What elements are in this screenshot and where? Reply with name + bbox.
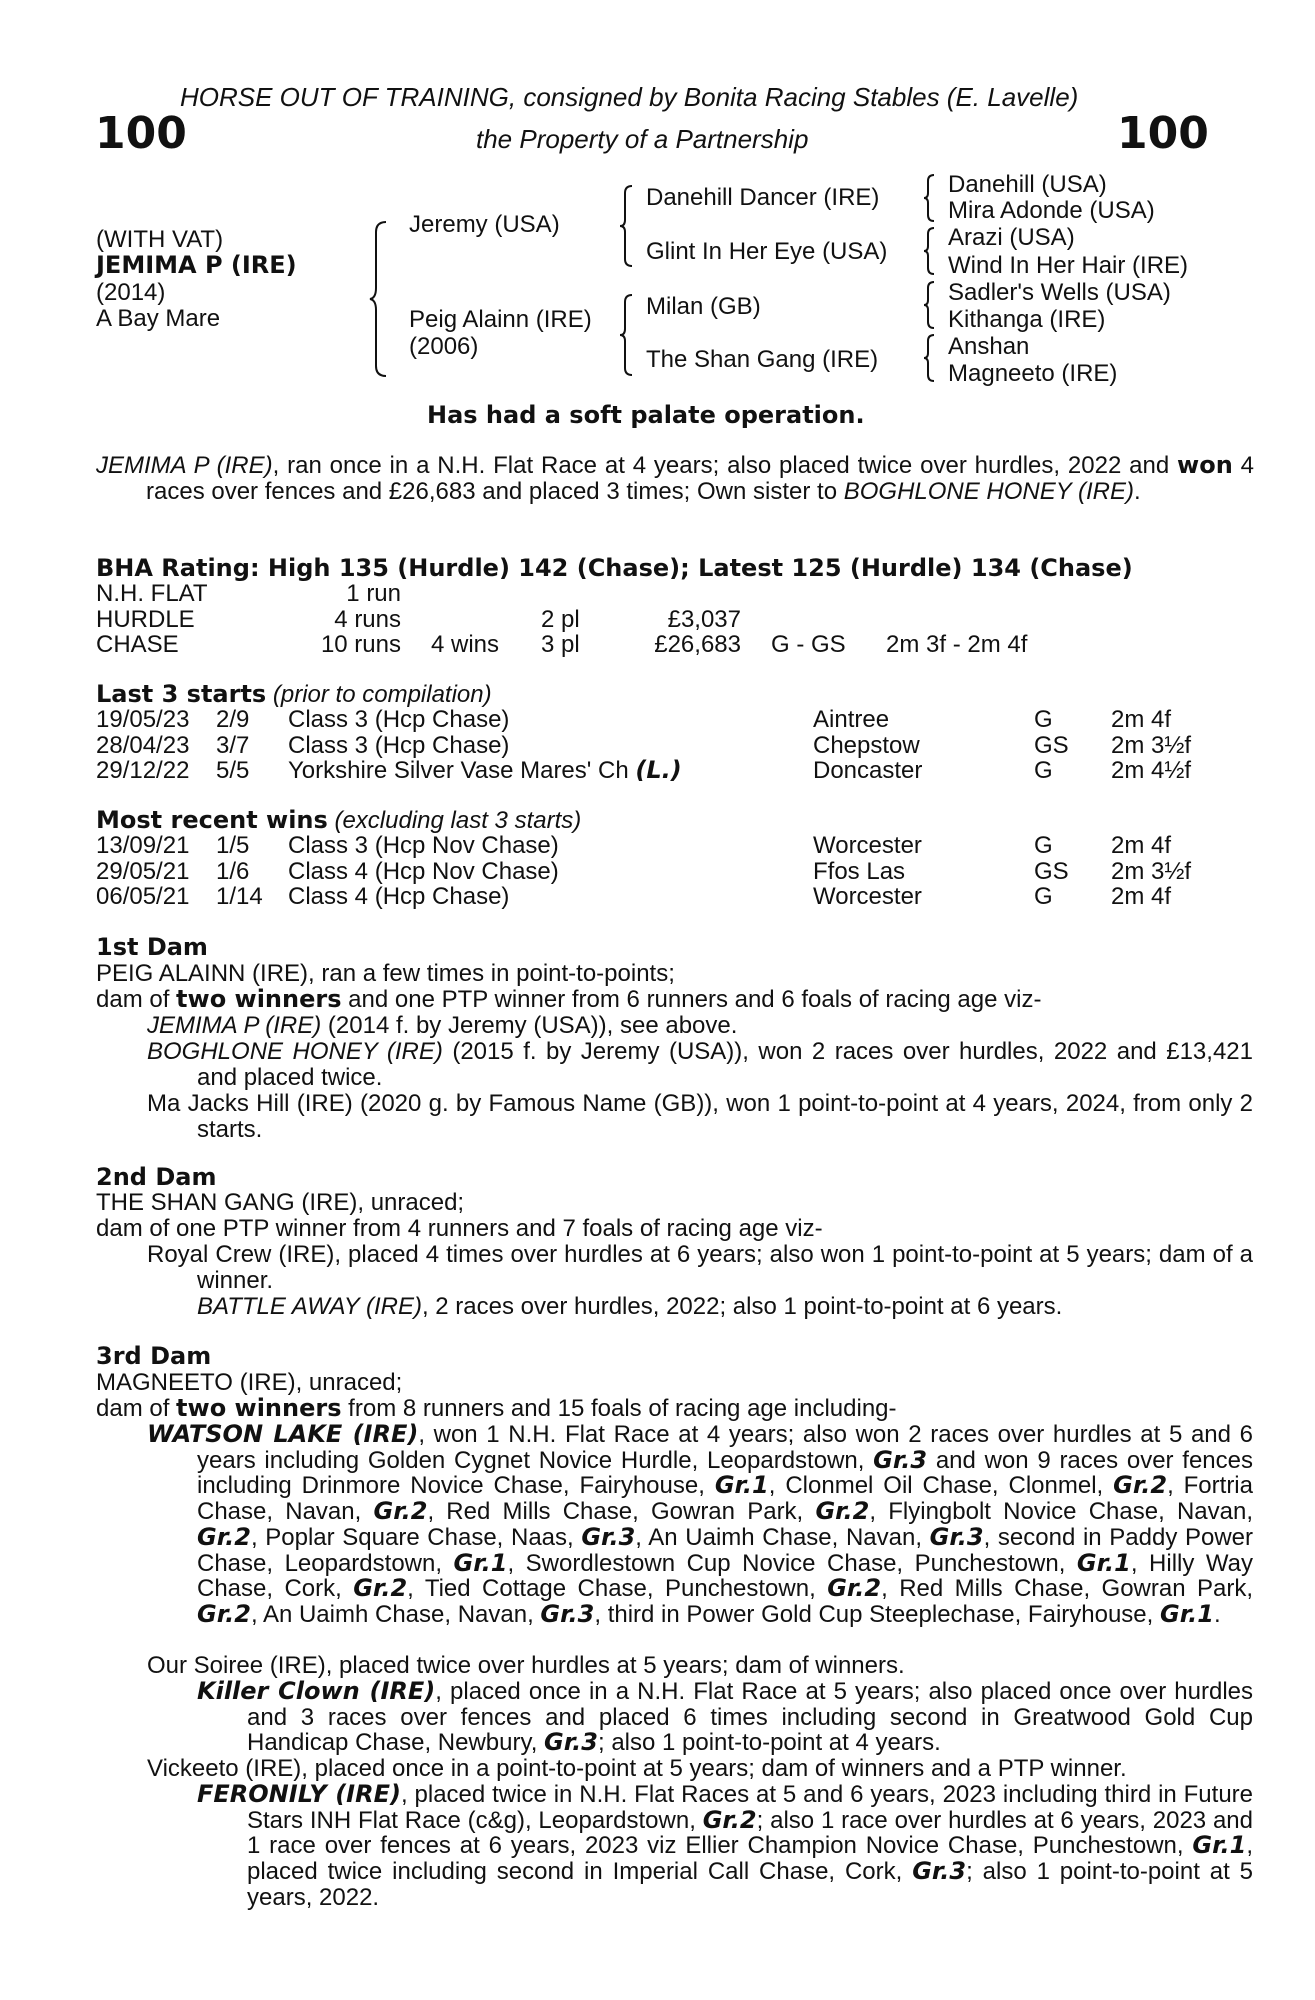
recent-win-course: Worcester <box>813 883 922 911</box>
pedigree-g6: Kithanga (IRE) <box>948 306 1106 333</box>
grade-badge: Gr.1 <box>1076 1548 1131 1577</box>
recent-win-date: 13/09/21 <box>96 832 190 859</box>
career-type: HURDLE <box>96 605 195 633</box>
last-start-race-name: Yorkshire Silver Vase Mares' Ch <box>288 757 629 785</box>
dam1-progeny-2 <box>147 1039 1253 1090</box>
career-row <box>96 607 1056 633</box>
recent-win-going: GS <box>1034 857 1069 885</box>
last-start-race <box>288 707 813 733</box>
last-start-going: G <box>1034 706 1053 733</box>
dam1-winners: two winners <box>176 985 342 1013</box>
dam2-progeny-2-text: , 2 races over hurdles, 2022; also 1 point-to-point at 6 years. <box>421 1293 1063 1320</box>
dam3-line2 <box>96 1396 897 1422</box>
grade-badge: Gr.3 <box>912 1857 967 1886</box>
recent-win-course: Ffos Las <box>813 857 906 885</box>
career-placed: 2 pl <box>541 605 580 633</box>
summary-text-1: , ran once in a N.H. Flat Race at 4 years; also placed twice over hurdles, 2022 and <box>272 452 1178 479</box>
last-start-date: 29/12/22 <box>96 757 190 785</box>
recent-wins-title: Most recent wins <box>96 806 328 834</box>
career-type: CHASE <box>96 631 179 659</box>
last-3-starts-subtitle: (prior to compilation) <box>272 681 492 708</box>
summary-sister: BOGHLONE HONEY (IRE) <box>843 477 1135 505</box>
pedigree-g7: Anshan <box>948 333 1030 360</box>
killer-clown-name: Killer Clown (IRE) <box>197 1677 436 1705</box>
grade-badge: Gr.2 <box>197 1599 251 1628</box>
pedigree-sire: Jeremy (USA) <box>409 211 560 238</box>
dam1-progeny-2-text: (2015 f. by Jeremy (USA)), won 2 races over hurdles, 2022 and £13,421 and placed twice. <box>197 1038 1253 1091</box>
recent-win-dist: 2m 4f <box>1111 883 1172 911</box>
grade-badge: Gr.1 <box>453 1548 508 1577</box>
pedigree-g-brace-4 <box>922 333 936 383</box>
dam3-winners: two winners <box>176 1394 342 1422</box>
career-row <box>96 632 1056 658</box>
recent-win-dist: 2m 4f <box>1111 832 1172 859</box>
grade-badge: Gr.2 <box>702 1805 757 1834</box>
last-start-row <box>96 758 1211 784</box>
recent-win-date: 06/05/21 <box>96 883 190 911</box>
career-dist: 2m 3f - 2m 4f <box>886 631 1028 659</box>
last-start-course: Doncaster <box>813 757 923 785</box>
career-prize: £3,037 <box>667 605 741 633</box>
dam1-line2-a: dam of <box>96 986 177 1013</box>
last-start-row <box>96 733 1211 759</box>
lot-number-left: 100 <box>95 108 187 159</box>
recent-win-date: 29/05/21 <box>96 857 190 885</box>
career-prize <box>651 581 771 607</box>
grade-badge: Gr.2 <box>197 1522 251 1551</box>
recent-win-course: Worcester <box>813 832 922 859</box>
listed-flag: (L.) <box>635 756 682 785</box>
horse-year: (2014) <box>96 279 166 306</box>
career-summary-table <box>96 581 1056 658</box>
career-row <box>96 581 1056 607</box>
property-line: the Property of a Partnership <box>476 124 809 154</box>
grade-badge: Gr.3 <box>929 1522 984 1551</box>
grade-badge: Gr.2 <box>1113 1471 1168 1500</box>
grade-badge: Gr.2 <box>827 1574 882 1603</box>
recent-win-race: Class 4 (Hcp Chase) <box>288 883 510 911</box>
grade-badge: Gr.3 <box>544 1728 598 1757</box>
pedigree-g-brace-2 <box>922 226 936 276</box>
dam2-line1: THE SHAN GANG (IRE), unraced; <box>96 1189 465 1216</box>
recent-win-going: G <box>1034 883 1053 911</box>
summary-text-3: . <box>1134 477 1141 505</box>
horse-name: JEMIMA P (IRE) <box>96 251 297 279</box>
last-start-pos: 2/9 <box>216 706 250 733</box>
grade-badge: Gr.1 <box>1192 1831 1247 1860</box>
career-runs: 1 run <box>346 580 401 607</box>
dam2-line2: dam of one PTP winner from 4 runners and 7 foals of racing age viz- <box>96 1215 823 1242</box>
recent-win-row <box>96 833 1211 859</box>
grade-badge: Gr.2 <box>373 1497 428 1526</box>
pedigree-g-brace-1 <box>922 173 936 223</box>
pedigree-g-brace-3 <box>922 280 936 330</box>
dam3-our-soiree: Our Soiree (IRE), placed twice over hurdles at 5 years; dam of winners. <box>147 1652 905 1679</box>
recent-wins-table <box>96 833 1211 910</box>
recent-win-row <box>96 859 1211 885</box>
pedigree-dam-sire: Milan (GB) <box>646 293 761 320</box>
pedigree-dam-year: (2006) <box>409 333 479 360</box>
recent-win-pos: 1/14 <box>216 883 263 911</box>
grade-badge: Gr.2 <box>353 1574 408 1603</box>
dam2-progeny-2-name: BATTLE AWAY (IRE) <box>197 1293 422 1320</box>
career-placed <box>541 581 651 607</box>
pedigree-sire-brace <box>618 184 634 268</box>
dam3-watson-lake: WATSON LAKE (IRE), won 1 N.H. Flat Race at 4 years; also won 2 races over hurdles at 5 and 6 years including Golden Cygnet Novice Hurdle, Leopardstown, Gr.3 and won 9 races over fences including Drinmore Novice Chase, Fairyhouse, Gr.1, Clonmel Oil Chase, Clonmel, Gr.2, Fortria Chase, Navan, Gr.2, Red Mills Chase, Gowran Park, Gr.2, Flyingbolt Novice Chase, Navan, Gr.2, Poplar Square Chase, Naas, Gr.3, An Uaimh Chase, Navan, Gr.3, second in Paddy Power Chase, Leopardstown, Gr.1, Swordlestown Cup Novice Chase, Punchestown, Gr.1, Hilly Way Chase, Cork, Gr.2, Tied Cottage Chase, Punchestown, Gr.2, Red Mills Chase, Gowran Park, Gr.2, An Uaimh Chase, Navan, Gr.3, third in Power Gold Cup Steeplechase, Fairyhouse, Gr.1. <box>147 1420 1254 1628</box>
recent-win-race: Class 4 (Hcp Nov Chase) <box>288 857 559 885</box>
horse-description: A Bay Mare <box>96 305 221 332</box>
career-wins <box>431 607 541 633</box>
vat-note: (WITH VAT) <box>96 226 224 253</box>
dam3-feronily: FERONILY (IRE), placed twice in N.H. Flat Races at 5 and 6 years, 2023 including third in Future Stars INH Flat Race (c&g), Leopardstown, Gr.2; also 1 race over hurdles at 6 years, 2023 and 1 race over fences at 6 years, 2023 viz Ellier Champion Novice Chase, Punchestown, Gr.1, placed twice including second in Imperial Call Chase, Cork, Gr.3; also 1 point-to-point at 5 years, 2022. <box>197 1780 1254 1911</box>
pedigree-g3: Arazi (USA) <box>948 224 1075 251</box>
dam1-progeny-1-name: JEMIMA P (IRE) <box>147 1012 322 1039</box>
last-start-pos: 5/5 <box>216 757 250 785</box>
pedigree-g1: Danehill (USA) <box>948 171 1107 198</box>
career-runs: 4 runs <box>334 605 401 633</box>
pedigree-dam-dam: The Shan Gang (IRE) <box>646 346 879 373</box>
pedigree-g2: Mira Adonde (USA) <box>948 197 1155 224</box>
last-start-date: 28/04/23 <box>96 731 190 759</box>
pedigree-main-brace <box>368 220 388 378</box>
career-going <box>771 581 886 607</box>
dam2-progeny-1: Royal Crew (IRE), placed 4 times over hurdles at 6 years; also won 1 point-to-point at 5 years; dam of a winner. <box>147 1241 1253 1294</box>
grade-badge: Gr.2 <box>815 1497 870 1526</box>
recent-win-row <box>96 884 1211 910</box>
last-start-going: GS <box>1034 731 1069 759</box>
last-start-date: 19/05/23 <box>96 706 190 733</box>
recent-win-pos: 1/6 <box>216 857 250 885</box>
last-start-dist: 2m 4f <box>1111 706 1172 733</box>
dam2-progeny-2 <box>197 1294 1203 1320</box>
recent-wins-subtitle: (excluding last 3 starts) <box>334 807 582 834</box>
dam1-progeny-3: Ma Jacks Hill (IRE) (2020 g. by Famous Name (GB)), won 1 point-to-point at 4 years, 2024, from only 2 starts. <box>147 1090 1253 1143</box>
career-going: G - GS <box>771 631 846 659</box>
last-start-race-name: Class 3 (Hcp Chase) <box>288 731 510 759</box>
lot-number-right: 100 <box>1117 108 1209 159</box>
recent-win-going: G <box>1034 832 1053 859</box>
last-start-row <box>96 707 1211 733</box>
grade-badge: Gr.3 <box>581 1522 636 1551</box>
watson-lake-name: WATSON LAKE (IRE) <box>147 1420 419 1448</box>
dam3-heading: 3rd Dam <box>96 1342 212 1370</box>
dam3-line1: MAGNEETO (IRE), unraced; <box>96 1369 403 1396</box>
last-start-race <box>288 733 813 759</box>
last-3-starts-title: Last 3 starts <box>96 680 267 708</box>
dam1-line2 <box>96 987 1041 1013</box>
career-prize: £26,683 <box>654 631 741 659</box>
career-placed: 3 pl <box>541 631 580 659</box>
dam1-heading: 1st Dam <box>96 933 208 961</box>
pedigree-g8: Magneeto (IRE) <box>948 360 1118 387</box>
summary-paragraph <box>96 453 1254 504</box>
pedigree-sire-sire: Danehill Dancer (IRE) <box>646 184 880 211</box>
recent-win-pos: 1/5 <box>216 832 250 859</box>
career-dist <box>886 581 1056 607</box>
dam3-vickeeto: Vickeeto (IRE), placed once in a point-to-point at 5 years; dam of winners and a PTP winner. <box>147 1755 1127 1782</box>
dam1-line1: PEIG ALAINN (IRE), ran a few times in point-to-points; <box>96 960 675 987</box>
pedigree-dam: Peig Alainn (IRE) <box>409 306 592 333</box>
dam3-line2-a: dam of <box>96 1395 177 1422</box>
dam1-progeny-1 <box>147 1013 1253 1039</box>
summary-horse-name: JEMIMA P (IRE) <box>96 452 273 479</box>
last-start-dist: 2m 3½f <box>1111 731 1192 759</box>
dam3-line2-c: from 8 runners and 15 foals of racing age including- <box>341 1395 897 1422</box>
last-start-race-name: Class 3 (Hcp Chase) <box>288 706 510 733</box>
last-start-course: Aintree <box>813 706 890 733</box>
last-3-starts-heading <box>96 682 492 708</box>
career-dist <box>886 607 1056 633</box>
pedigree-dam-brace <box>618 293 634 377</box>
grade-badge: Gr.3 <box>540 1599 595 1628</box>
last-start-course: Chepstow <box>813 731 920 759</box>
soft-palate-note: Has had a soft palate operation. <box>427 401 865 429</box>
grade-badge: Gr.1 <box>714 1471 769 1500</box>
career-runs: 10 runs <box>320 631 401 659</box>
dam2-heading: 2nd Dam <box>96 1163 217 1191</box>
summary-won: won <box>1177 451 1233 479</box>
dam1-line2-c: and one PTP winner from 6 runners and 6 foals of racing age viz- <box>341 986 1042 1013</box>
feronily-name: FERONILY (IRE) <box>197 1780 401 1808</box>
recent-win-dist: 2m 3½f <box>1111 857 1192 885</box>
summary-text-2: 4 races over fences and £26,683 and placed 3 times; Own sister to <box>146 452 1254 505</box>
pedigree-g5: Sadler's Wells (USA) <box>948 279 1171 306</box>
pedigree-sire-dam: Glint In Her Eye (USA) <box>646 238 888 265</box>
last-start-dist: 2m 4½f <box>1111 757 1192 785</box>
dam1-progeny-2-name: BOGHLONE HONEY (IRE) <box>147 1038 443 1065</box>
pedigree-g4: Wind In Her Hair (IRE) <box>948 252 1189 279</box>
recent-wins-heading <box>96 808 581 834</box>
dam1-progeny-1-text: (2014 f. by Jeremy (USA)), see above. <box>321 1012 738 1039</box>
career-wins: 4 wins <box>431 631 500 659</box>
consignment-line: HORSE OUT OF TRAINING, consigned by Bonita Racing Stables (E. Lavelle) <box>180 82 1079 112</box>
career-wins <box>431 581 541 607</box>
bha-rating-heading: BHA Rating: High 135 (Hurdle) 142 (Chase); Latest 125 (Hurdle) 134 (Chase) <box>96 554 1133 582</box>
last-start-pos: 3/7 <box>216 731 250 759</box>
last-start-race <box>288 758 813 784</box>
grade-badge: Gr.1 <box>1160 1599 1214 1628</box>
career-type: N.H. FLAT <box>96 580 208 607</box>
last-3-starts-table <box>96 707 1211 784</box>
recent-win-race: Class 3 (Hcp Nov Chase) <box>288 832 559 859</box>
dam3-killer-clown: Killer Clown (IRE), placed once in a N.H. Flat Race at 5 years; also placed once over hurdles and 3 races over fences and placed 6 times including second in Greatwood Gold Cup Handicap Chase, Newbury, Gr.3; also 1 point-to-point at 4 years. <box>197 1677 1253 1757</box>
grade-badge: Gr.3 <box>873 1445 928 1474</box>
last-start-going: G <box>1034 757 1053 785</box>
career-going <box>771 607 886 633</box>
